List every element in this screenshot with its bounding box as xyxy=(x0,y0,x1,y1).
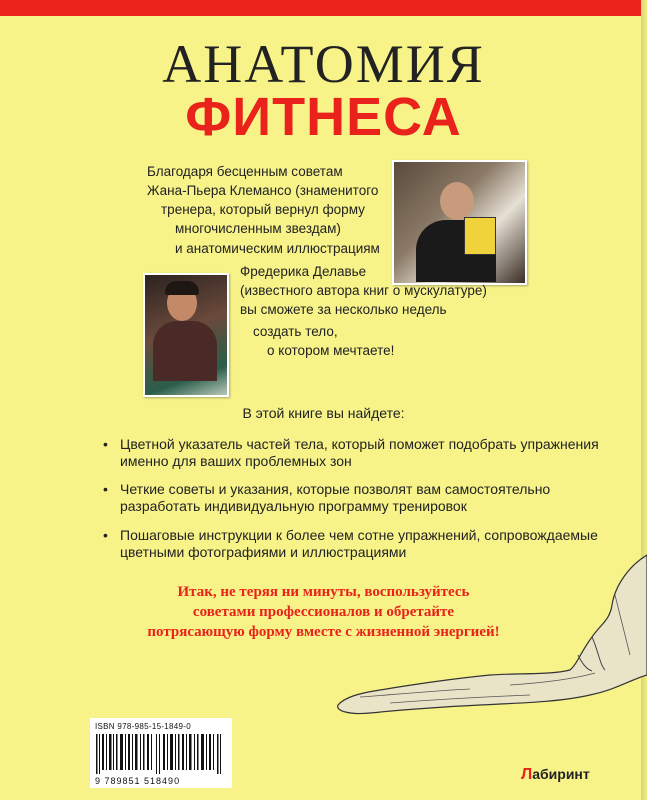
bullet-line: цветными фотографиями и иллюстрациями xyxy=(120,544,407,560)
title-line-2: ФИТНЕСА xyxy=(185,87,462,147)
intro-line: многочисленным звездам) xyxy=(175,221,341,236)
intro-line: о котором мечтаете! xyxy=(267,343,395,358)
intro-line: Жана-Пьера Клемансо (знаменитого xyxy=(147,183,379,198)
publisher-logo xyxy=(521,766,590,784)
photo-book-prop xyxy=(464,217,496,255)
closing-line: советами профессионалов и обретайте xyxy=(192,604,455,620)
logo-text: абиринт xyxy=(532,766,590,782)
leg-shape xyxy=(338,555,647,714)
barcode-label xyxy=(90,718,232,788)
intro-line: Фредерика Делавье xyxy=(240,264,367,279)
barcode-number: 9 789851 518490 xyxy=(95,776,181,786)
isbn-text: ISBN 978-985-15-1849-0 xyxy=(95,722,191,731)
intro-line: тренера, который вернул форму xyxy=(161,202,365,217)
bullet-mark: • xyxy=(103,436,108,452)
section-lead: В этой книге вы найдете: xyxy=(242,405,405,421)
barcode-bars xyxy=(94,734,228,774)
logo-initial: Л xyxy=(521,766,533,783)
photo-figure-body xyxy=(153,321,217,381)
intro-line: (известного автора книг о мускулатуре) xyxy=(240,283,487,298)
author-photo-illustrator xyxy=(143,273,229,397)
top-red-stripe xyxy=(0,0,647,16)
intro-line: Благодаря бесценным советам xyxy=(147,164,343,179)
closing-line: Итак, не теряя ни минуты, воспользуйтесь xyxy=(177,584,470,600)
bullet-line: именно для ваших проблемных зон xyxy=(120,453,352,469)
title-line-1: АНАТОМИЯ xyxy=(162,34,485,94)
intro-line: и анатомическим иллюстрациям xyxy=(175,241,380,256)
anatomy-leg-illustration xyxy=(330,545,647,745)
closing-line: потрясающую форму вместе с жизненной энергией! xyxy=(147,624,500,640)
bullet-line: Пошаговые инструкции к более чем сотне упражнений, сопровождаемые xyxy=(120,527,598,543)
bullet-mark: • xyxy=(103,481,108,497)
bullet-mark: • xyxy=(103,527,108,543)
bullet-line: разработать индивидуальную программу тренировок xyxy=(120,498,467,514)
bullet-line: Цветной указатель частей тела, который поможет подобрать упражнения xyxy=(120,436,599,452)
intro-line: создать тело, xyxy=(253,324,338,339)
photo-figure-hair xyxy=(165,281,199,295)
author-photo-trainer xyxy=(392,160,527,285)
bullet-line: Четкие советы и указания, которые позволят вам самостоятельно xyxy=(120,481,551,497)
intro-line: вы сможете за несколько недель xyxy=(240,302,447,317)
photo-figure-face xyxy=(440,182,474,220)
